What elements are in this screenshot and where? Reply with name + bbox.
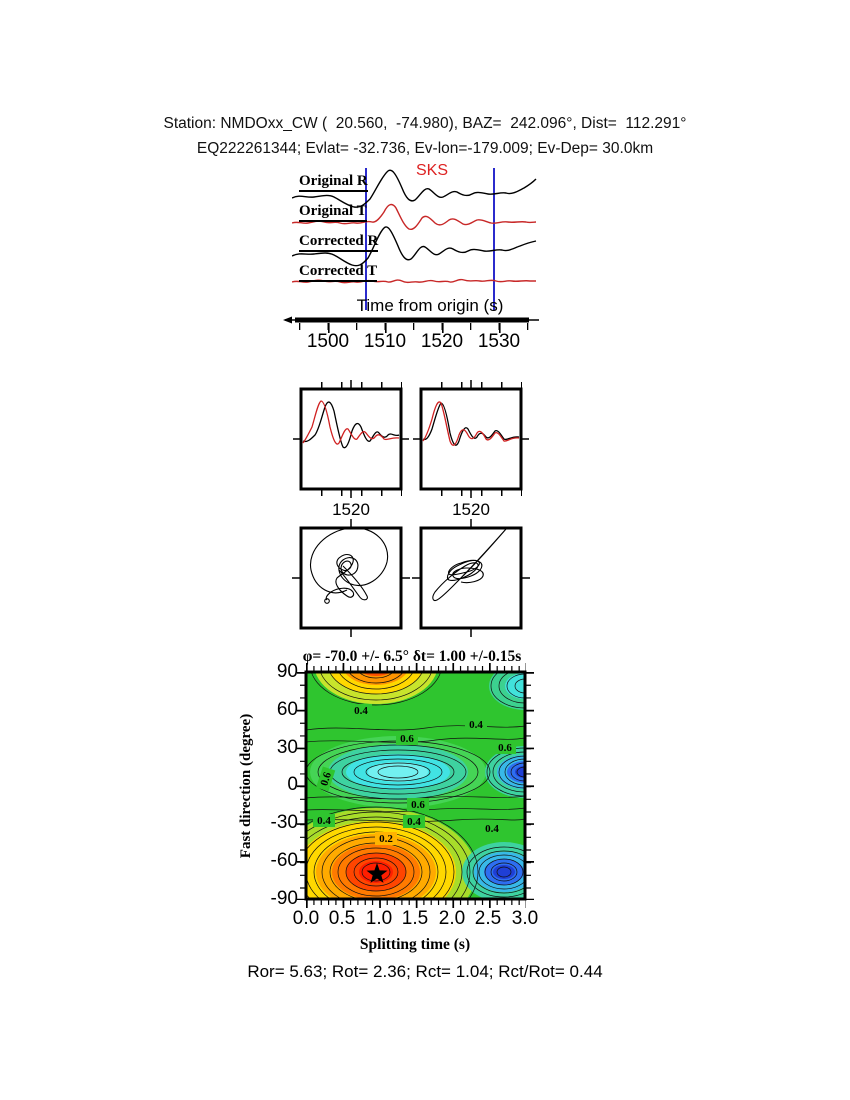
zoom-box-corrected: [411, 379, 531, 499]
x-tick-15: 1.5: [401, 908, 429, 929]
x-tick-20: 2.0: [438, 908, 466, 929]
misfit-contour-map: [290, 658, 540, 914]
y-tick-90: 90: [276, 661, 298, 682]
contour-label: 0.4: [354, 705, 368, 717]
contour-label: 0.6: [498, 742, 512, 754]
event-header-line: EQ222261344; Evlat= -32.736, Ev-lon=-179.009; Ev-Dep= 30.0km: [196, 140, 654, 157]
x-tick-10: 1.0: [365, 908, 393, 929]
contour-canvas: [290, 658, 540, 914]
y-tick-m90: -90: [270, 888, 298, 909]
original-t-label: Original T: [299, 203, 367, 222]
contour-ylabel: Fast direction (degree): [238, 713, 254, 859]
zoom-left-tick-label: 1520: [332, 500, 370, 519]
zoom-box-original-plot: [291, 379, 411, 499]
time-tick-1530: 1530: [477, 331, 521, 352]
zoom-box-original: [291, 379, 411, 499]
contour-label: 0.6: [400, 733, 414, 745]
y-tick-0: 0: [287, 774, 298, 795]
particle-motion-corrected: [411, 518, 531, 638]
time-tick-1520: 1520: [420, 331, 464, 352]
x-tick-05: 0.5: [328, 908, 356, 929]
particle-motion-original: [291, 518, 411, 638]
y-tick-m60: -60: [270, 850, 298, 871]
y-tick-60: 60: [276, 699, 298, 720]
contour-label: 0.6: [411, 799, 425, 811]
contour-label: 0.2: [379, 833, 393, 845]
corrected-r-label: Corrected R: [299, 233, 378, 252]
original-r-label: Original R: [299, 173, 368, 192]
box-border: [421, 528, 521, 628]
particle-motion-original-plot: [291, 518, 411, 638]
contour-label: 0.4: [469, 719, 483, 731]
contour-label: 0.4: [485, 823, 499, 835]
particle-motion-loops: [310, 528, 387, 600]
y-tick-30: 30: [276, 737, 298, 758]
time-axis-label: Time from origin (s): [356, 296, 504, 315]
contour-plot: [290, 658, 540, 914]
contour-label: 0.4: [407, 816, 421, 828]
x-tick-30: 3.0: [511, 908, 539, 929]
axis-left-arrow: [283, 317, 292, 324]
contour-title: φ= -70.0 +/- 6.5° δt= 1.00 +/-0.15s: [302, 648, 522, 665]
box-border: [301, 528, 401, 628]
quality-ratios-text: Ror= 5.63; Rot= 2.36; Rct= 1.04; Rct/Rot= 0.44: [247, 962, 603, 981]
zoom-right-tick-label: 1520: [452, 500, 490, 519]
x-tick-0: 0.0: [292, 908, 320, 929]
contour-label: 0.4: [317, 815, 331, 827]
y-tick-m30: -30: [270, 812, 298, 833]
sks-phase-label: SKS: [416, 162, 449, 179]
particle-motion-linearized: [433, 529, 506, 601]
corrected-t-label: Corrected T: [299, 263, 377, 282]
station-header-line: Station: NMDOxx_CW ( 20.560, -74.980), BAZ= 242.096°, Dist= 112.291°: [163, 115, 687, 132]
contour-label: 0.6: [318, 770, 334, 788]
particle-motion-corrected-plot: [411, 518, 531, 638]
zoom-box-corrected-plot: [411, 379, 531, 499]
contour-xlabel: Splitting time (s): [359, 936, 471, 953]
time-tick-1510: 1510: [363, 331, 407, 352]
time-tick-1500: 1500: [306, 331, 350, 352]
x-tick-25: 2.5: [474, 908, 502, 929]
